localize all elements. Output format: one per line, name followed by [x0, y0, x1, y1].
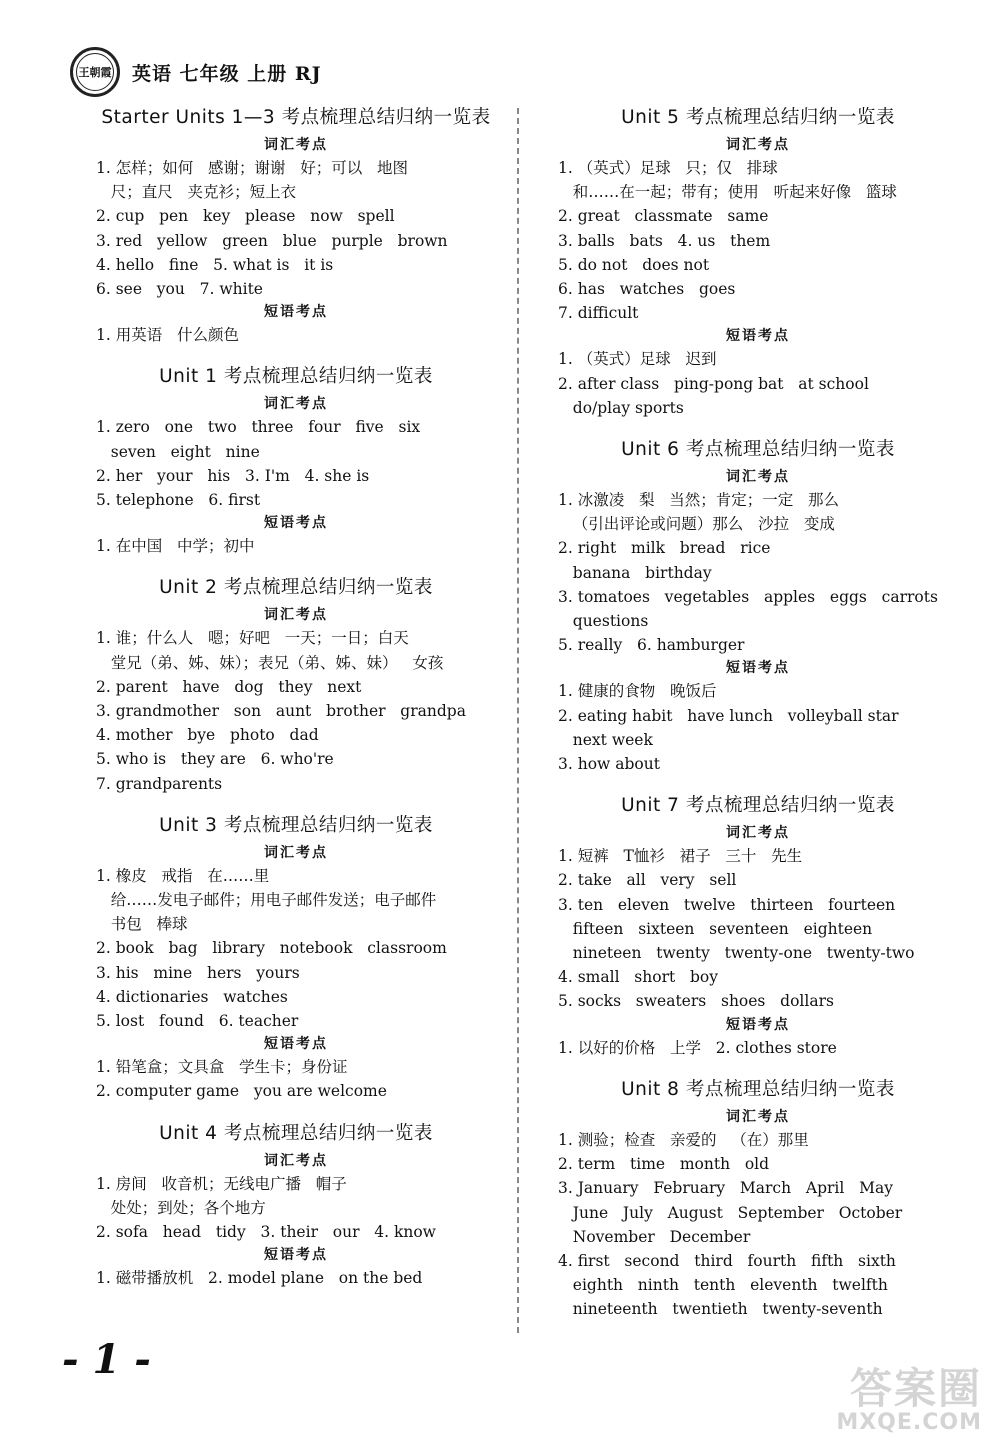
answer-line: 尺；直尺 夹克衫；短上衣 — [96, 183, 297, 202]
section-heading: 词汇考点 — [264, 1152, 328, 1169]
watermark — [836, 1364, 982, 1435]
left-column — [96, 104, 496, 1307]
answer-line: 给……发电子邮件；用电子邮件发送；电子邮件 — [96, 891, 437, 910]
answer-line: 2. her your his 3. I'm 4. she is — [96, 466, 370, 485]
unit-block — [558, 436, 958, 776]
answer-line: do/play sports — [558, 398, 684, 417]
answer-line: 3. January February March April May — [558, 1179, 893, 1198]
publisher-logo — [70, 47, 120, 97]
unit-block — [558, 104, 958, 420]
answer-line: 堂兄（弟、姊、妹）；表兄（弟、姊、妹） 女孩 — [96, 653, 444, 672]
right-column — [558, 104, 958, 1338]
watermark-main: 答案圈 — [849, 1364, 982, 1413]
unit-title: Unit 6 考点梳理总结归纳一览表 — [621, 439, 895, 461]
answer-line: November December — [558, 1227, 751, 1246]
answer-line: 5. telephone 6. first — [96, 491, 261, 510]
answer-line: 1. 铅笔盒；文具盒 学生卡；身份证 — [96, 1058, 348, 1077]
answer-line: 5. who is they are 6. who're — [96, 750, 334, 769]
section-heading: 词汇考点 — [726, 137, 790, 153]
answer-line: 2. take all very sell — [558, 871, 737, 890]
answer-line: fifteen sixteen seventeen eighteen — [558, 919, 873, 938]
unit-title: Unit 5 考点梳理总结归纳一览表 — [621, 107, 895, 128]
answer-line: 3. balls bats 4. us them — [558, 231, 771, 250]
answer-line: 1. 测验；检查 亲爱的 （在）那里 — [558, 1130, 809, 1149]
answer-line: June July August September October — [558, 1203, 903, 1222]
answer-line: 1. （英式）足球 迟到 — [558, 350, 717, 369]
unit-block — [558, 792, 958, 1060]
answer-line: 3. tomatoes vegetables apples eggs carrots — [558, 587, 938, 606]
answer-line: 1. 短裤 T恤衫 裙子 三十 先生 — [558, 847, 803, 866]
section-heading: 短语考点 — [726, 660, 790, 677]
answer-line: 3. his mine hers yours — [96, 963, 300, 982]
answer-line: 2. parent have dog they next — [96, 677, 362, 696]
answer-line: 2. great classmate same — [558, 207, 769, 226]
unit-title: Unit 1 考点梳理总结归纳一览表 — [159, 366, 433, 388]
answer-line: 1. 健康的食物 晚饭后 — [558, 682, 717, 701]
answer-line: 5. socks sweaters shoes dollars — [558, 992, 834, 1011]
answer-line: 6. has watches goes — [558, 280, 736, 299]
answer-line: nineteenth twentieth twenty-seventh — [558, 1300, 883, 1319]
answer-line: 2. term time month old — [558, 1155, 770, 1174]
answer-line: 书包 棒球 — [96, 915, 188, 934]
answer-line: 1. 橡皮 戒指 在……里 — [96, 866, 270, 885]
answer-line: 3. grandmother son aunt brother grandpa — [96, 702, 466, 721]
answer-line: 2. right milk bread rice — [558, 539, 771, 558]
answer-line: 1. 怎样；如何 感谢；谢谢 好；可以 地图 — [96, 159, 409, 177]
page-number: - 1 - — [62, 1336, 151, 1383]
answer-line: 1. 房间 收音机；无线电广播 帽子 — [96, 1174, 347, 1193]
answer-line: 1. 冰激凌 梨 当然；肯定；一定 那么 — [558, 491, 840, 510]
unit-title: Unit 3 考点梳理总结归纳一览表 — [159, 814, 433, 836]
unit-title: Unit 8 考点梳理总结归纳一览表 — [621, 1078, 895, 1100]
section-heading: 短语考点 — [264, 1036, 328, 1053]
answer-line: 2. eating habit have lunch volleyball star — [558, 706, 899, 725]
answer-line: 5. do not does not — [558, 255, 710, 274]
unit-block — [96, 1120, 496, 1291]
answer-line: 3. how about — [558, 755, 660, 774]
answer-line: 1. 用英语 什么颜色 — [96, 326, 239, 345]
answer-line: 4. dictionaries watches — [96, 987, 288, 1006]
answer-line: nineteen twenty twenty-one twenty-two — [558, 944, 915, 963]
answer-line: 处处；到处；各个地方 — [96, 1198, 266, 1217]
page-header — [70, 44, 322, 100]
column-divider — [517, 108, 519, 1333]
section-heading: 短语考点 — [726, 1016, 790, 1033]
unit-title: Starter Units 1—3 考点梳理总结归纳一览表 — [101, 107, 491, 128]
section-heading: 短语考点 — [264, 515, 328, 532]
answer-line: seven eight nine — [96, 442, 260, 461]
answer-line: eighth ninth tenth eleventh twelfth — [558, 1276, 888, 1295]
section-heading: 短语考点 — [264, 1247, 328, 1264]
answer-line: 1. （英式）足球 只；仅 排球 — [558, 159, 778, 177]
answer-line: next week — [558, 730, 653, 749]
answer-line: 2. computer game you are welcome — [96, 1082, 387, 1101]
section-heading: 短语考点 — [264, 304, 328, 321]
section-heading: 词汇考点 — [264, 396, 328, 413]
answer-line: 2. book bag library notebook classroom — [96, 939, 447, 958]
answer-line: 和……在一起；带有；使用 听起来好像 篮球 — [558, 183, 897, 202]
unit-block — [558, 1076, 958, 1322]
answer-line: 7. difficult — [558, 304, 639, 323]
section-heading: 短语考点 — [726, 328, 790, 345]
unit-block — [96, 574, 496, 795]
section-heading: 词汇考点 — [726, 825, 790, 842]
answer-line: 6. see you 7. white — [96, 280, 263, 299]
answer-line: 4. mother bye photo dad — [96, 726, 319, 745]
answer-line: 5. lost found 6. teacher — [96, 1012, 299, 1031]
section-heading: 词汇考点 — [726, 469, 790, 486]
answer-line: banana birthday — [558, 563, 712, 582]
section-heading: 词汇考点 — [264, 137, 328, 153]
answer-line: 2. cup pen key please now spell — [96, 207, 395, 226]
unit-title: Unit 2 考点梳理总结归纳一览表 — [159, 577, 433, 599]
answer-line: （引出评论或问题）那么 沙拉 变成 — [558, 515, 835, 534]
answer-line: 1. 在中国 中学；初中 — [96, 537, 255, 556]
section-heading: 词汇考点 — [264, 844, 328, 861]
answer-line: 4. hello fine 5. what is it is — [96, 255, 334, 274]
unit-title: Unit 4 考点梳理总结归纳一览表 — [159, 1122, 433, 1144]
answer-line: 2. sofa head tidy 3. their our 4. know — [96, 1223, 436, 1242]
answer-line: 4. first second third fourth fifth sixth — [558, 1251, 896, 1270]
answer-line: questions — [558, 612, 649, 631]
answer-line: 1. zero one two three four five six — [96, 418, 421, 437]
logo-text: 王朝霞 — [76, 53, 114, 91]
answer-line: 2. after class ping-pong bat at school — [558, 374, 869, 393]
answer-line: 1. 以好的价格 上学 2. clothes store — [558, 1038, 837, 1057]
unit-block — [96, 363, 496, 558]
answer-line: 4. small short boy — [558, 968, 719, 987]
answer-line: 7. grandparents — [96, 774, 223, 793]
answer-line: 3. red yellow green blue purple brown — [96, 231, 448, 250]
answer-line: 3. ten eleven twelve thirteen fourteen — [558, 895, 896, 914]
answer-line: 1. 磁带播放机 2. model plane on the bed — [96, 1269, 423, 1288]
answer-line: 1. 谁；什么人 嗯；好吧 一天；一日；白天 — [96, 629, 409, 648]
book-title: 英语 七年级 上册 RJ — [132, 62, 322, 85]
unit-block — [96, 812, 496, 1104]
unit-title: Unit 7 考点梳理总结归纳一览表 — [621, 795, 895, 817]
watermark-site: MXQE.COM — [836, 1410, 982, 1435]
answer-line: 5. really 6. hamburger — [558, 636, 745, 655]
section-heading: 词汇考点 — [726, 1108, 790, 1125]
unit-block — [96, 104, 496, 347]
section-heading: 词汇考点 — [264, 607, 328, 624]
